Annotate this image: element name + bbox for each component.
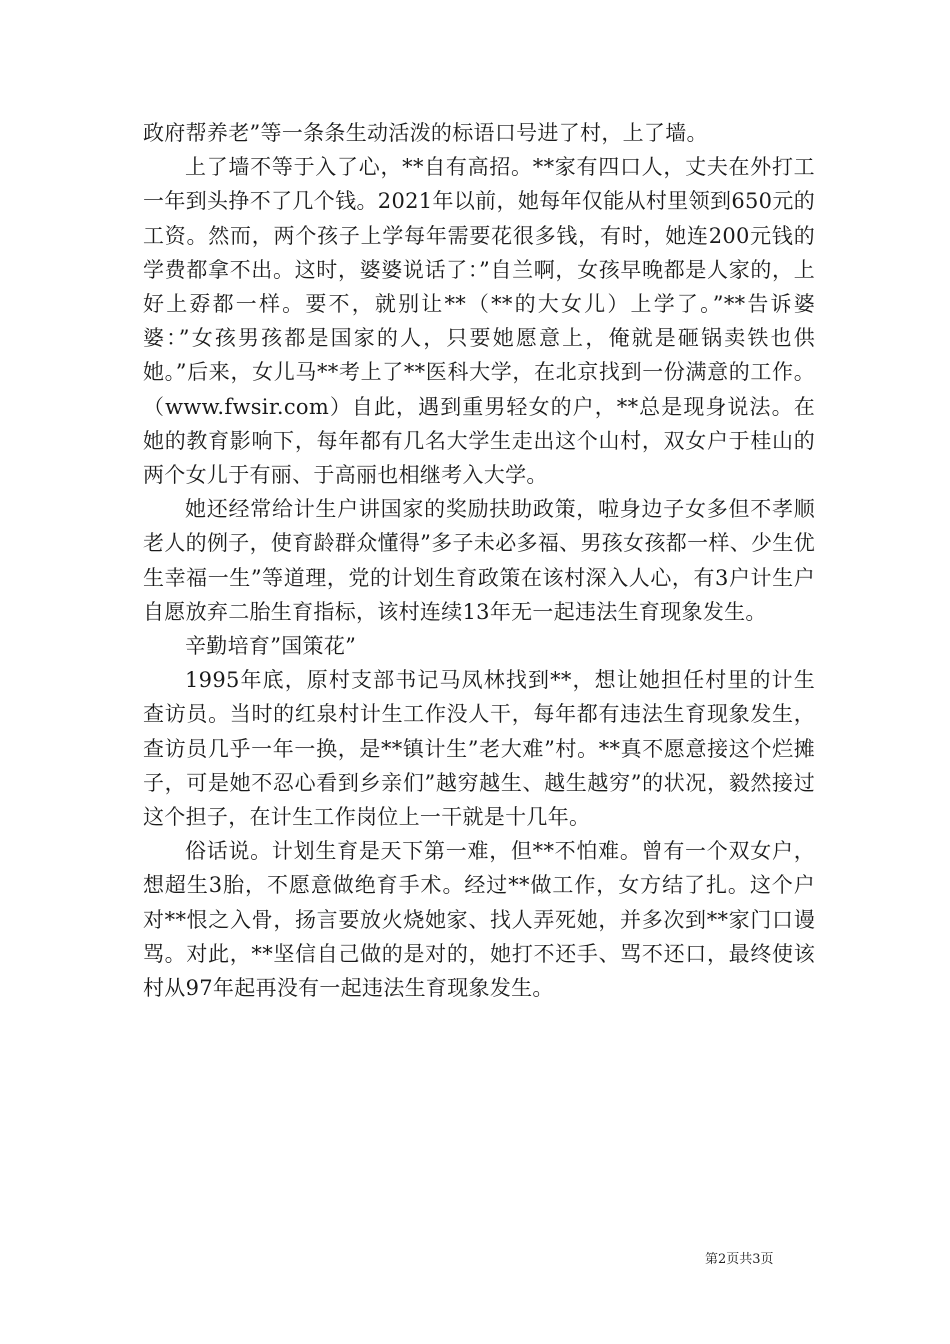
section-heading: 辛勤培育”国策花”: [185, 634, 357, 659]
document-body: [143, 116, 815, 1005]
page-number: 第2页共3页: [705, 1252, 774, 1267]
paragraph-policy-explanation: 她还经常给计生户讲国家的奖励扶助政策，啦身边子女多但不孝顺老人的例子，使育龄群众懂得”多子未必多福、男孩女孩都一样、少生优生幸福一生”等道理，党的计划生育政策在该村深入人心，有3户计生户自愿放弃二胎生育指标，该村连续13年无一起违法生育现象发生。: [143, 497, 815, 624]
paragraph-continuation: 政府帮养老”等一条条生动活泼的标语口号进了村，上了墙。: [143, 121, 708, 145]
paragraph-high-tricks: 上了墙不等于入了心，**自有高招。**家有四口人，丈夫在外打工一年到头挣不了几个钱。2021年以前，她每年仅能从村里领到650元的工资。然而，两个孩子上学每年需要花很多钱，有时，她连200元钱的学费都拿不出。这时，婆婆说话了：”自兰啊，女孩早晚都是人家的，上好上孬都一样。要不，就别让**（**的大女儿）上学了。”**告诉婆婆：”女孩男孩都是国家的人，只要她愿意上，俺就是砸锅卖铁也供她。”后来，女儿马**考上了**医科大学，在北京找到一份满意的工作。（www.fwsir.com）自此，遇到重男轻女的户，**总是现身说法。在她的教育影响下，每年都有几名大学生走出这个山村，双女户于桂山的两个女儿于有丽、于高丽也相继考入大学。: [143, 155, 815, 488]
paragraph-1995: 1995年底，原村支部书记马凤林找到**，想让她担任村里的计生查访员。当时的红泉村计生工作没人干，每年都有违法生育现象发生，查访员几乎一年一换，是**镇计生”老大难”村。**真不愿意接这个烂摊子，可是她不忍心看到乡亲们”越穷越生、越生越穷”的状况，毅然接过这个担子，在计生工作岗位上一干就是十几年。: [143, 668, 815, 830]
paragraph-saying: 俗话说。计划生育是天下第一难，但**不怕难。曾有一个双女户，想超生3胎，不愿意做绝育手术。经过**做工作，女方结了扎。这个户对**恨之入骨，扬言要放火烧她家、找人弄死她，并多次到**家门口谩骂。对此，**坚信自己做的是对的，她打不还手、骂不还口，最终使该村从97年起再没有一起违法生育现象发生。: [143, 839, 815, 1001]
